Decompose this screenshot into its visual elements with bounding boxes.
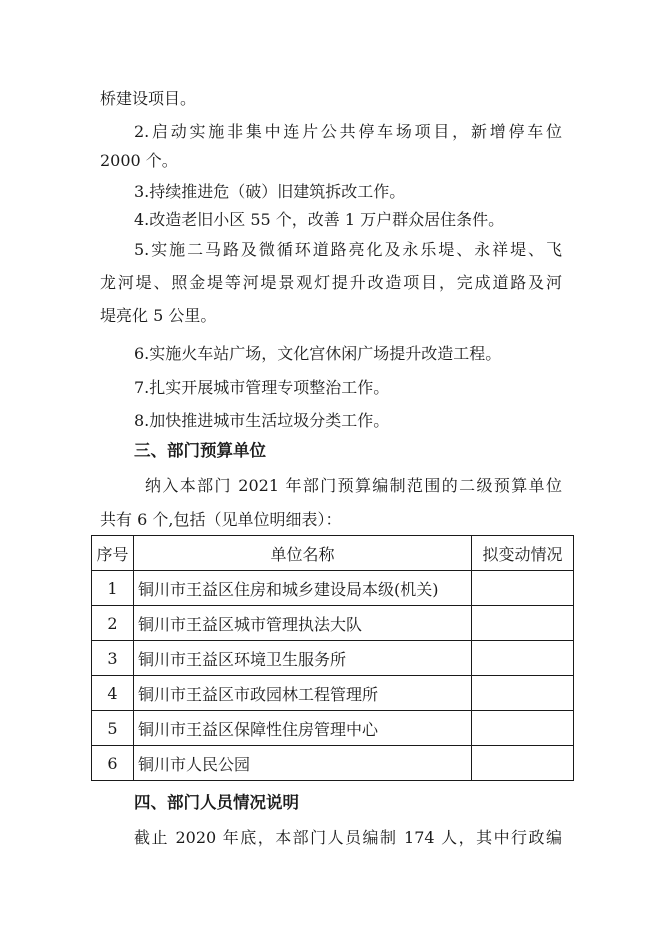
unit-name: 铜川市王益区保障性住房管理中心 xyxy=(134,711,472,746)
table-row xyxy=(92,606,574,641)
row-number: 6 xyxy=(92,746,134,781)
change-cell xyxy=(472,746,574,781)
paragraph-line: 堤亮化 5 公里。 xyxy=(100,306,217,325)
change-cell xyxy=(472,606,574,641)
change-cell xyxy=(472,571,574,606)
paragraph-line: 7.扎实开展城市管理专项整治工作。 xyxy=(134,378,390,397)
table-row xyxy=(92,641,574,676)
section-heading: 四、部门人员情况说明 xyxy=(134,793,299,812)
paragraph-line: 2000 个。 xyxy=(100,151,178,170)
table-header-row xyxy=(92,536,574,571)
paragraph-line: 共有 6 个,包括（见单位明细表）： xyxy=(100,510,342,529)
unit-name: 铜川市王益区住房和城乡建设局本级(机关) xyxy=(134,571,472,606)
paragraph-line: 3.持续推进危（破）旧建筑拆改工作。 xyxy=(134,182,406,201)
row-number: 4 xyxy=(92,676,134,711)
unit-name: 铜川市王益区市政园林工程管理所 xyxy=(134,676,472,711)
change-cell xyxy=(472,676,574,711)
budget-units-table xyxy=(91,535,574,781)
paragraph-line: 5.实施二马路及微循环道路亮化及永乐堤、永祥堤、飞 xyxy=(134,240,562,259)
table-row xyxy=(92,571,574,606)
column-header-change: 拟变动情况 xyxy=(472,536,574,571)
column-header-name: 单位名称 xyxy=(134,536,472,571)
change-cell xyxy=(472,641,574,676)
section-heading: 三、部门预算单位 xyxy=(134,441,266,460)
table-row xyxy=(92,711,574,746)
paragraph-line: 6.实施火车站广场，文化宫休闲广场提升改造工程。 xyxy=(134,344,502,363)
paragraph-line: 桥建设项目。 xyxy=(100,89,197,108)
paragraph-line: 2.启动实施非集中连片公共停车场项目，新增停车位 xyxy=(134,122,562,141)
paragraph-line: 4.改造老旧小区 55 个，改善 1 万户群众居住条件。 xyxy=(134,210,505,229)
table-row xyxy=(92,676,574,711)
paragraph-line: 龙河堤、照金堤等河堤景观灯提升改造项目，完成道路及河 xyxy=(100,273,562,292)
paragraph-line: 纳入本部门 2021 年部门预算编制范围的二级预算单位 xyxy=(145,476,562,495)
row-number: 1 xyxy=(92,571,134,606)
paragraph-line: 截止 2020 年底，本部门人员编制 174 人，其中行政编 xyxy=(134,828,562,847)
column-header-no: 序号 xyxy=(92,536,134,571)
change-cell xyxy=(472,711,574,746)
unit-name: 铜川市人民公园 xyxy=(134,746,472,781)
table-row xyxy=(92,746,574,781)
row-number: 5 xyxy=(92,711,134,746)
row-number: 2 xyxy=(92,606,134,641)
paragraph-line: 8.加快推进城市生活垃圾分类工作。 xyxy=(134,411,390,430)
unit-name: 铜川市王益区城市管理执法大队 xyxy=(134,606,472,641)
row-number: 3 xyxy=(92,641,134,676)
unit-name: 铜川市王益区环境卫生服务所 xyxy=(134,641,472,676)
